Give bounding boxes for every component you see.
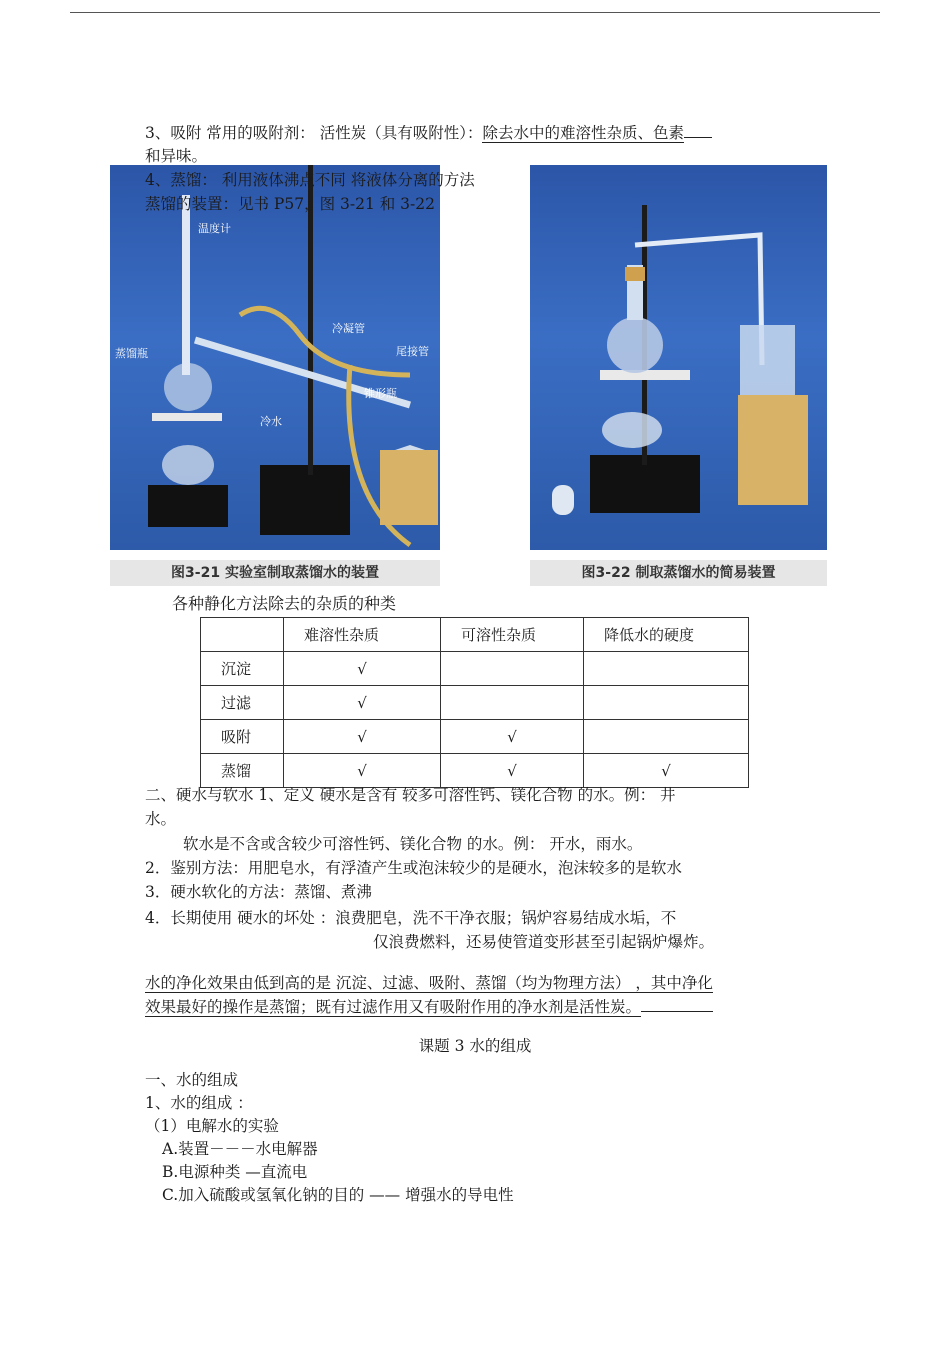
table-cell xyxy=(584,652,749,686)
table-row xyxy=(201,754,749,788)
water-composition-heading: 一、水的组成 xyxy=(145,1071,239,1089)
label-conical-flask: 锥形瓶 xyxy=(364,387,397,400)
label-adapter: 尾接管 xyxy=(396,345,429,358)
table-cell: √ xyxy=(441,720,584,754)
top-rule xyxy=(70,12,880,13)
electrolysis-item-a: A.装置－－－水电解器 xyxy=(162,1140,318,1158)
table-cell: √ xyxy=(584,754,749,788)
purification-table xyxy=(200,617,749,788)
softening-method: 3．硬水软化的方法：蒸馏、煮沸 xyxy=(145,883,372,901)
table-cell xyxy=(441,686,584,720)
table-header-cell: 难溶性杂质 xyxy=(284,618,441,652)
table-row xyxy=(201,652,749,686)
wood-block xyxy=(738,395,808,505)
gauze xyxy=(600,370,690,380)
summary-line-2 xyxy=(145,997,713,1017)
table-row xyxy=(201,686,749,720)
label-condenser: 冷凝管 xyxy=(332,322,365,335)
table-cell xyxy=(584,720,749,754)
thermometer xyxy=(182,195,190,375)
table-header-row xyxy=(201,618,749,652)
rubber-tube xyxy=(240,308,410,375)
electrolysis-item-b: B.电源种类 —直流电 xyxy=(162,1163,308,1181)
label-cold-water: 冷水 xyxy=(260,415,282,428)
table-cell: 蒸馏 xyxy=(201,754,284,788)
label-flask: 蒸馏瓶 xyxy=(115,347,148,360)
figure-3-22-photo xyxy=(530,165,827,550)
wood-block xyxy=(380,450,438,525)
stand-base xyxy=(260,465,350,535)
table-row xyxy=(201,720,749,754)
table-cell: 过滤 xyxy=(201,686,284,720)
adsorption-underlined: 除去水中的难溶性杂质、色素 xyxy=(482,124,684,142)
soft-water-definition: 软水是不含或含较少可溶性钙、镁化合物 的水。例： 开水，雨水。 xyxy=(183,835,643,853)
burner xyxy=(162,445,214,485)
burner xyxy=(602,412,662,448)
table-cell: 吸附 xyxy=(201,720,284,754)
underline-tail xyxy=(684,137,712,138)
hard-water-harm-cont: 仅浪费燃料，还易使管道变形甚至引起锅炉爆炸。 xyxy=(373,933,715,951)
table-header-cell: 降低水的硬度 xyxy=(584,618,749,652)
table-header-cell xyxy=(201,618,284,652)
summary-text-1: 水的净化效果由低到高的是 沉淀、过滤、吸附、蒸馏（均为物理方法） ，其中净化 xyxy=(145,974,713,992)
label-thermometer: 温度计 xyxy=(198,222,231,235)
distillation-definition: 4、蒸馏： 利用液体沸点不同 将液体分离的方法 xyxy=(145,171,475,189)
table-caption: 各种静化方法除去的杂质的种类 xyxy=(172,594,397,613)
hard-water-definition-cont: 水。 xyxy=(145,810,177,828)
distillation-apparatus-ref: 蒸馏的装置：见书 P57，图 3-21 和 3-22 xyxy=(145,195,436,213)
table-cell xyxy=(584,686,749,720)
summary-line-1 xyxy=(145,973,713,993)
water-composition-subheading: 1、水的组成 ： xyxy=(145,1094,253,1112)
figure-3-21-caption: 图3-21 实验室制取蒸馏水的装置 xyxy=(110,560,440,586)
figure-3-21-photo xyxy=(110,165,440,550)
table-cell: √ xyxy=(284,754,441,788)
figure-3-22-caption: 图3-22 制取蒸馏水的简易装置 xyxy=(530,560,827,586)
simple-distillation-illustration xyxy=(530,165,827,550)
conical-flask xyxy=(395,400,425,450)
burner-cap xyxy=(552,485,574,515)
base-block xyxy=(148,485,228,527)
table-cell: √ xyxy=(284,652,441,686)
adsorption-line xyxy=(145,123,712,143)
table-cell: √ xyxy=(284,720,441,754)
round-flask xyxy=(607,317,663,373)
adsorption-cont-text: 和异味。 xyxy=(145,147,208,165)
electrolysis-heading: （1）电解水的实验 xyxy=(145,1117,279,1135)
hard-water-harm: 4．长期使用 硬水的坏处 ：浪费肥皂，洗不干净衣服；锅炉容易结成水垢，不 xyxy=(145,909,677,927)
hard-water-definition: 二、硬水与软水 1、定义 硬水是含有 较多可溶性钙、镁化合物 的水。例： 井 xyxy=(145,786,676,804)
table-cell: √ xyxy=(441,754,584,788)
gauze xyxy=(152,413,222,421)
table-cell xyxy=(441,652,584,686)
summary-text-2: 效果最好的操作是蒸馏；既有过滤作用又有吸附作用的净水剂是活性炭。 xyxy=(145,998,642,1016)
beaker xyxy=(740,325,795,395)
distillation-apparatus-illustration xyxy=(110,165,440,550)
underline-tail xyxy=(641,1011,713,1012)
topic-3-title: 课题 3 水的组成 xyxy=(418,1037,532,1055)
identification-method: 2．鉴别方法：用肥皂水，有浮渣产生或泡沫较少的是硬水，泡沫较多的是软水 xyxy=(145,859,682,877)
electrolysis-item-c: C.加入硫酸或氢氧化钠的目的 —— 增强水的导电性 xyxy=(162,1186,514,1204)
table-cell: √ xyxy=(284,686,441,720)
adsorption-text: 3、吸附 常用的吸附剂： 活性炭（具有吸附性）： xyxy=(145,124,483,142)
adsorption-cont xyxy=(145,146,207,166)
table-cell: 沉淀 xyxy=(201,652,284,686)
table-header-cell: 可溶性杂质 xyxy=(441,618,584,652)
stopper xyxy=(625,267,645,281)
